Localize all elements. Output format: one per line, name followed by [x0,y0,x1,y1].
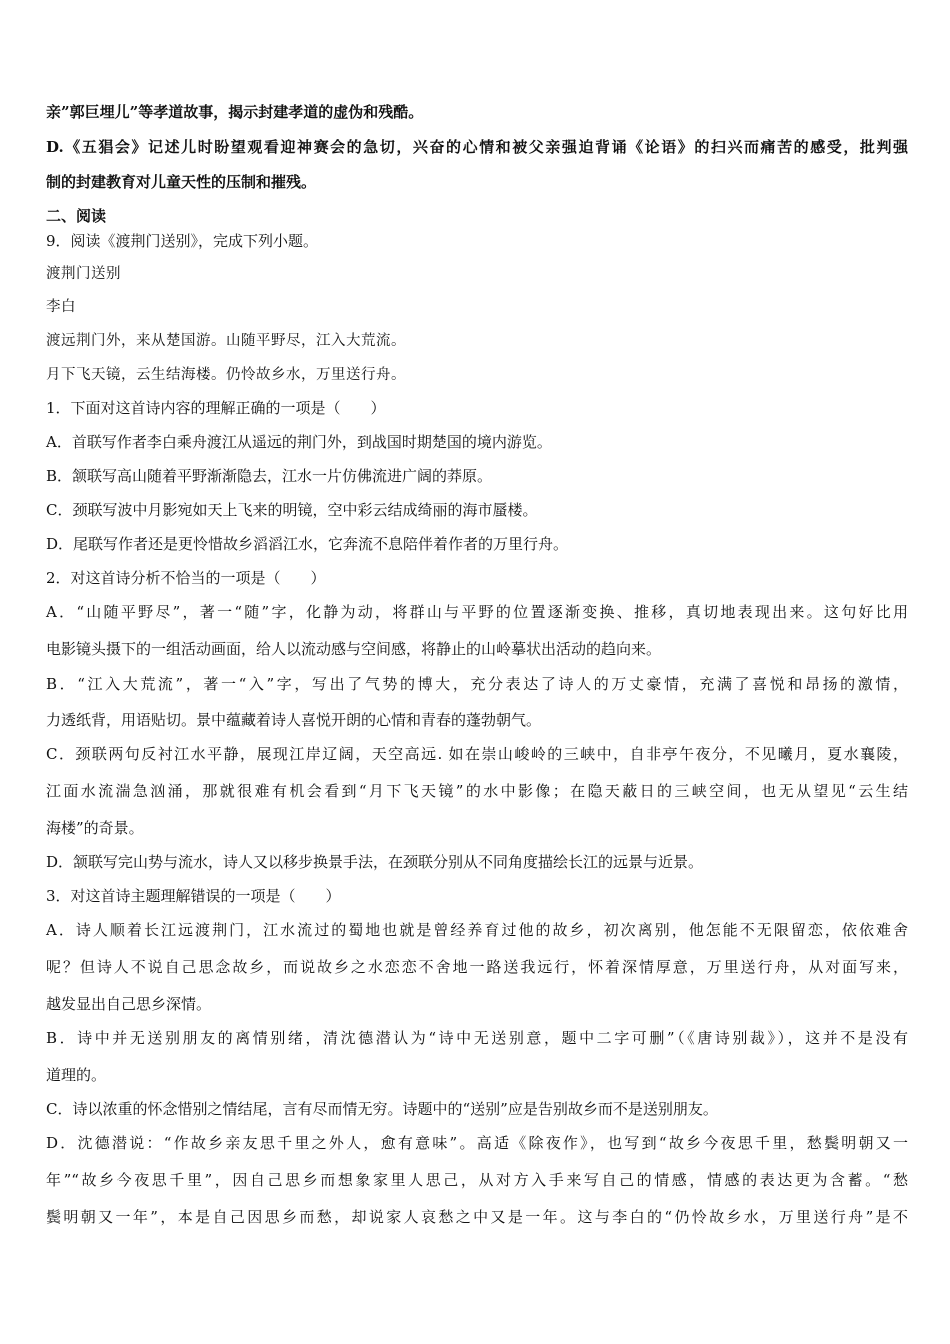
sub-question-2-option-a-line1: A．“山随平野尽”，著一“随”字，化静为动，将群山与平野的位置逐渐变换、推移，真切地表现出来。这句好比用 [46,603,908,621]
sub-question-1-option-a: A．首联写作者李白乘舟渡江从遥远的荆门外，到战国时期楚国的境内游览。 [46,433,552,451]
sub-question-2-option-a-line2: 电影镜头摄下的一组活动画面，给人以流动感与空间感，将静止的山岭摹状出活动的趋向来。 [46,640,662,658]
sub-question-2-option-b-line1: B．“江入大荒流”，著一“入”字，写出了气势的博大，充分表达了诗人的万丈豪情，充满了喜悦和昂扬的激情， [46,675,908,693]
sub-question-2-stem: 2．对这首诗分析不恰当的一项是（ ） [46,569,326,587]
sub-question-1-option-d: D．尾联写作者还是更怜惜故乡滔滔江水，它奔流不息陪伴着作者的万里行舟。 [46,535,569,553]
sub-question-3-option-d-line3: 鬓明朝又一年”，本是自己因思乡而愁，却说家人哀愁之中又是一年。这与李白的“仍怜故乡水，万里送行舟”是不 [46,1208,908,1226]
poem-author: 李白 [46,299,76,315]
sub-question-1-option-b: B．颔联写高山随着平野渐渐隐去，江水一片仿佛流进广阔的莽原。 [46,467,493,485]
sub-question-3-option-b-line1: B．诗中并无送别朋友的离情别绪，清沈德潜认为“诗中无送别意，题中二字可删”（《唐诗别裁》），这并不是没有 [46,1029,908,1047]
prev-answer-continuation: 亲”郭巨埋儿”等孝道故事，揭示封建孝道的虚伪和残酷。 [46,103,424,121]
sub-question-1-stem: 1．下面对这首诗内容的理解正确的一项是（ ） [46,399,386,417]
prev-option-d-line2: 制的封建教育对儿童天性的压制和摧残。 [46,173,317,191]
sub-question-3-option-c: C．诗以浓重的怀念惜别之情结尾，言有尽而情无穷。诗题中的“送别”应是告别故乡而不是送别朋友。 [46,1100,718,1118]
sub-question-3-option-b-line2: 道理的。 [46,1066,107,1084]
sub-question-1-option-c: C．颈联写波中月影宛如天上飞来的明镜，空中彩云结成绮丽的海市蜃楼。 [46,501,538,519]
sub-question-2-option-d: D．颔联写完山势与流水，诗人又以移步换景手法，在颈联分别从不同角度描绘长江的远景与近景。 [46,853,704,871]
sub-question-2-option-c-line2: 江面水流湍急汹涌，那就很难有机会看到“月下飞天镜”的水中影像；在隐天蔽日的三峡空间，也无从望见“云生结 [46,782,908,800]
sub-question-3-option-a-line2: 呢？但诗人不说自己思念故乡，而说故乡之水恋恋不舍地一路送我远行，怀着深情厚意，万里送行舟，从对面写来， [46,958,908,976]
prev-option-d-line1: D.《五猖会》记述儿时盼望观看迎神赛会的急切，兴奋的心情和被父亲强迫背诵《论语》的扫兴而痛苦的感受，批判强 [46,138,908,156]
sub-question-2-option-c-line3: 海楼”的奇景。 [46,819,144,837]
poem-line-1: 渡远荆门外，来从楚国游。山随平野尽，江入大荒流。 [46,333,406,349]
sub-question-3-option-a-line1: A．诗人顺着长江远渡荆门，江水流过的蜀地也就是曾经养育过他的故乡，初次离别，他怎能不无限留恋，依依难舍 [46,921,908,939]
sub-question-3-option-d-line1: D．沈德潜说：“作故乡亲友思千里之外人，愈有意味”。高适《除夜作》，也写到“故乡今夜思千里，愁鬓明朝又一 [46,1134,908,1152]
sub-question-3-option-d-line2: 年”“故乡今夜思千里”，因自己思乡而想象家里人思己，从对方入手来写自己的情感，情感的表达更为含蓄。“愁 [46,1171,908,1189]
sub-question-3-stem: 3．对这首诗主题理解错误的一项是（ ） [46,887,341,905]
sub-question-2-option-b-line2: 力透纸背，用语贴切。景中蕴藏着诗人喜悦开朗的心情和青春的蓬勃朝气。 [46,711,542,729]
poem-title: 渡荆门送别 [46,266,121,282]
sub-question-2-option-c-line1: C．颈联两句反衬江水平静，展现江岸辽阔，天空高远. 如在崇山峻岭的三峡中，自非亭午夜分，不见曦月，夏水襄陵， [46,745,908,763]
sub-question-3-option-a-line3: 越发显出自己思乡深情。 [46,995,212,1013]
question-9-intro: 9．阅读《渡荆门送别》，完成下列小题。 [46,232,319,250]
section-heading: 二、阅读 [46,207,107,225]
poem-line-2: 月下飞天镜，云生结海楼。仍怜故乡水，万里送行舟。 [46,367,406,383]
